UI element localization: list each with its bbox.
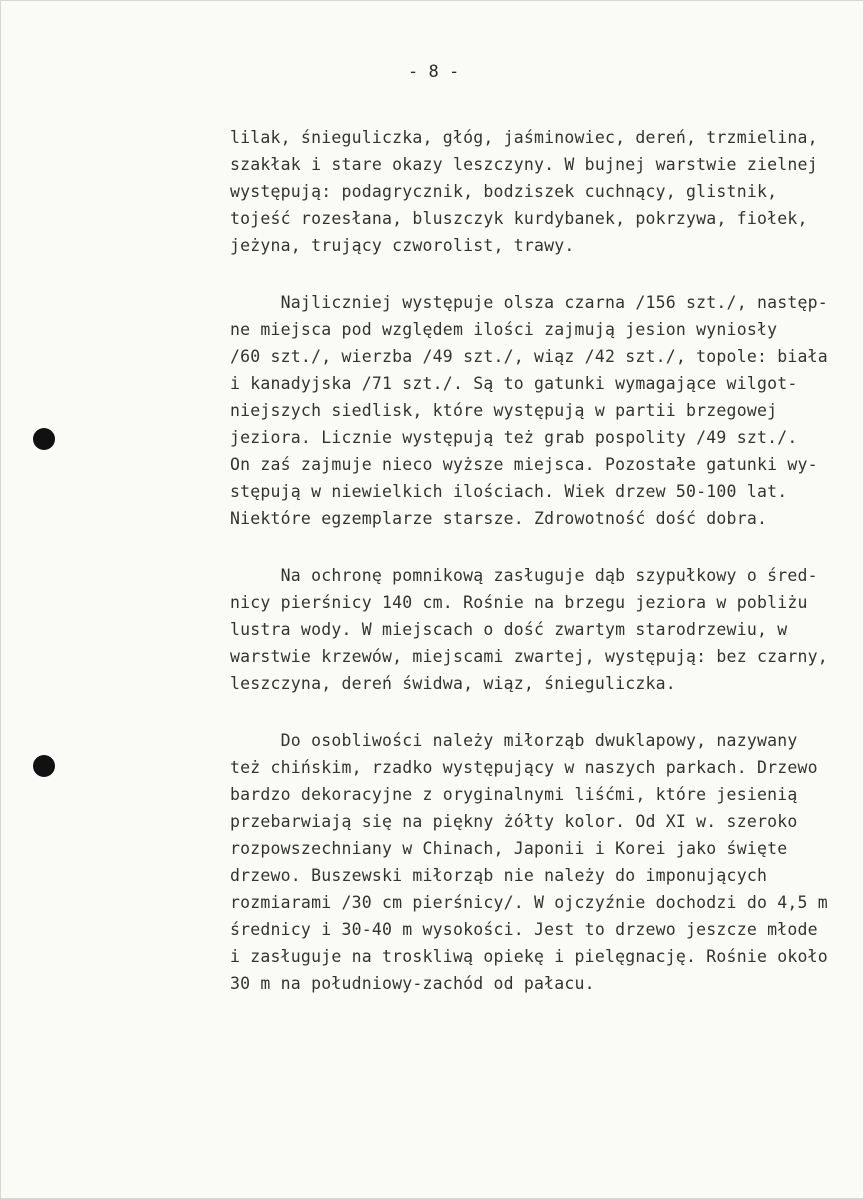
paragraph-ginkgo — [230, 727, 845, 997]
text-line: lustra wody. W miejscach o dość zwartym starodrzewiu, w — [230, 620, 788, 639]
text-line: leszczyna, dereń świdwa, wiąz, śnieguliczka. — [230, 674, 676, 693]
text-line: niejszych siedlisk, które występują w partii brzegowej — [230, 401, 778, 420]
paragraph-oak-monument — [230, 562, 845, 697]
text-line: tojeść rozesłana, bluszczyk kurdybanek, pokrzywa, fiołek, — [230, 209, 808, 228]
text-line: Najliczniej występuje olsza czarna /156 szt./, następ- — [230, 293, 828, 312]
text-line: Do osobliwości należy miłorząb dwuklapowy, nazywany — [230, 731, 798, 750]
text-line: jeżyna, trujący czworolist, trawy. — [230, 236, 575, 255]
text-line: rozpowszechniany w Chinach, Japonii i Korei jako święte — [230, 839, 788, 858]
page-number: - 8 - — [408, 62, 460, 82]
text-line: 30 m na południowy-zachód od pałacu. — [230, 974, 595, 993]
text-line: Niektóre egzemplarze starsze. Zdrowotność dość dobra. — [230, 509, 768, 528]
text-line: i zasługuje na troskliwą opiekę i pielęgnację. Rośnie około — [230, 947, 828, 966]
text-line: jeziora. Licznie występują też grab pospolity /49 szt./. — [230, 428, 798, 447]
punch-hole-top — [33, 428, 55, 450]
text-line: stępują w niewielkich ilościach. Wiek drzew 50-100 lat. — [230, 482, 788, 501]
text-line: ne miejsca pod względem ilości zajmują jesion wyniosły — [230, 320, 778, 339]
text-line: Na ochronę pomnikową zasługuje dąb szypułkowy o śred- — [230, 566, 818, 585]
text-line: /60 szt./, wierzba /49 szt./, wiąz /42 szt./, topole: biała — [230, 347, 828, 366]
text-line: nicy pierśnicy 140 cm. Rośnie na brzegu jeziora w pobliżu — [230, 593, 808, 612]
text-line: warstwie krzewów, miejscami zwartej, występują: bez czarny, — [230, 647, 828, 666]
punch-hole-bottom — [33, 755, 55, 777]
text-line: też chińskim, rzadko występujący w naszych parkach. Drzewo — [230, 758, 818, 777]
text-line: występują: podagrycznik, bodziszek cuchnący, glistnik, — [230, 182, 778, 201]
text-line: szakłak i stare okazy leszczyny. W bujnej warstwie zielnej — [230, 155, 818, 174]
text-line: bardzo dekoracyjne z oryginalnymi liśćmi, które jesienią — [230, 785, 798, 804]
paragraph-shrubs — [230, 124, 845, 259]
text-line: i kanadyjska /71 szt./. Są to gatunki wymagające wilgot- — [230, 374, 798, 393]
text-line: przebarwiają się na piękny żółty kolor. Od XI w. szeroko — [230, 812, 798, 831]
text-line: lilak, śnieguliczka, głóg, jaśminowiec, dereń, trzmielina, — [230, 128, 818, 147]
document-body — [230, 124, 845, 1027]
text-line: rozmiarami /30 cm pierśnicy/. W ojczyźnie dochodzi do 4,5 m — [230, 893, 828, 912]
text-line: drzewo. Buszewski miłorząb nie należy do imponujących — [230, 866, 768, 885]
paragraph-tree-counts — [230, 289, 845, 532]
text-line: On zaś zajmuje nieco wyższe miejsca. Pozostałe gatunki wy- — [230, 455, 818, 474]
text-line: średnicy i 30-40 m wysokości. Jest to drzewo jeszcze młode — [230, 920, 818, 939]
